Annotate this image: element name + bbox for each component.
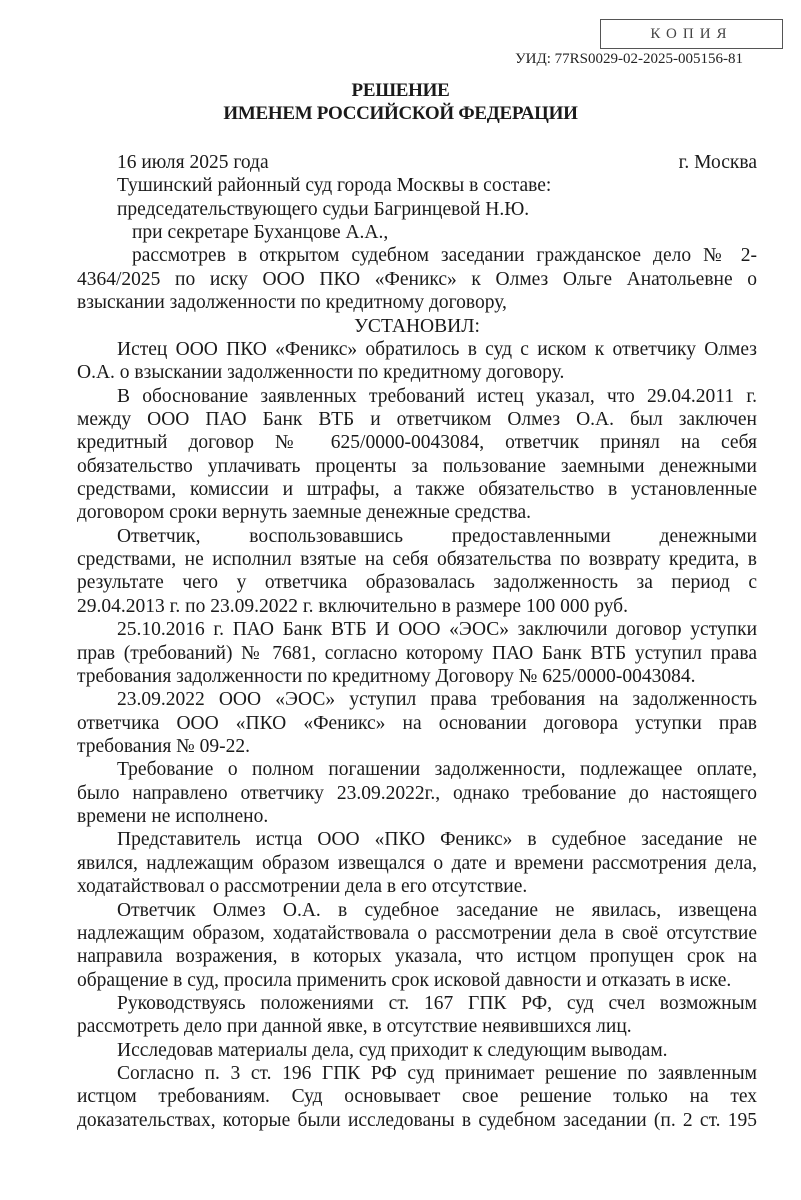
text-line: Представитель истца ООО «ПКО Феникс» в судебное заседание не [117,829,757,851]
paragraph [77,1039,757,1062]
text-line: средствами, комиссии и штрафы, а также обязательство в установленные [77,479,757,501]
text-line: требования № 09-22. [77,735,251,757]
text-line: Согласно п. 3 ст. 196 ГПК РФ суд принимает решение по заявленным [117,1063,757,1085]
text-line: прав (требований) № 7681, согласно которому ПАО Банк ВТБ уступил права [77,642,757,664]
paragraph [77,828,757,898]
text-line: явился, надлежащим образом извещался о дате и времени рассмотрения дела, [77,852,757,874]
text-line: 25.10.2016 г. ПАО Банк ВТБ И ООО «ЭОС» заключили договор уступки [117,619,757,641]
paragraph [77,992,757,1039]
text-line: Руководствуясь положениями ст. 167 ГПК РФ, суд счел возможным [117,992,757,1014]
date-place-row [77,151,757,174]
text-line: рассмотреть дело при данной явке, в отсутствие неявившихся лиц. [77,1016,632,1038]
text-line: рассмотрев в открытом судебном заседании гражданское дело № 2- [132,245,757,267]
findings-section [77,338,757,1132]
case-uid: УИД: 77RS0029-02-2025-005156-81 [515,51,743,67]
paragraph [77,525,757,618]
copy-stamp: КОПИЯ [600,19,783,49]
paragraph [77,174,757,197]
section-heading: УСТАНОВИЛ: [354,315,480,337]
document-body [77,151,757,1132]
text-line: было направлено ответчику 23.09.2022г., однако требование до настоящего [77,782,757,804]
text-line: между ООО ПАО Банк ВТБ и ответчиком Олмез О.А. был заключен [77,408,757,430]
text-line: времени не исполнено. [77,806,269,828]
text-line: Истец ООО ПКО «Феникс» обратилось в суд с иском к ответчику Олмез [117,338,757,360]
paragraph [77,758,757,828]
paragraph [77,198,757,221]
text-line: 23.09.2022 ООО «ЭОС» уступил права требования на задолженность [117,689,757,711]
text-line: председательствующего судьи Багринцевой Н.Ю. [117,198,530,220]
text-line: обращение в суд, просила применить срок исковой давности и отказать в иске. [77,969,732,991]
text-line: Требование о полном погашении задолженности, подлежащее оплате, [117,759,757,781]
text-line: доказательствах, которые были исследованы в судебном заседании (п. 2 ст. 195 [77,1109,757,1131]
text-line: истцом требованиям. Суд основывает свое решение только на тех [77,1086,757,1108]
text-line: требования задолженности по кредитному Договору № 625/0000-0043084. [77,665,696,687]
paragraph [77,1062,757,1132]
decision-date: 16 июля 2025 года [117,152,269,173]
paragraph [77,688,757,758]
text-line: В обоснование заявленных требований истец указал, что 29.04.2011 г. [117,385,757,407]
text-line: обязательство уплачивать проценты за пользование заемными денежными [77,455,757,477]
text-line: Тушинский районный суд города Москвы в составе: [117,175,552,197]
text-line: ответчика ООО «ПКО «Феникс» на основании договора уступки прав [77,712,757,734]
text-line: О.А. о взыскании задолженности по кредитному договору. [77,362,565,384]
text-line: взыскании задолженности по кредитному договору, [77,292,507,314]
paragraph [77,385,757,525]
text-line: договором сроки вернуть заемные денежные средства. [77,502,532,524]
text-line: средствами, не исполнил взятые на себя обязательства по возврату кредита, в [77,549,757,571]
text-line: надлежащим образом, ходатайствовала о рассмотрении дела в своё отсутствие [77,922,757,944]
text-line: Ответчик Олмез О.А. в судебное заседание не явилась, извещена [117,899,757,921]
document-title: РЕШЕНИЕ [351,80,450,101]
decision-city: г. Москва [678,152,757,173]
text-line: 29.04.2013 г. по 23.09.2022 г. включительно в размере 100 000 руб. [77,595,628,617]
text-line: ходатайствовал о рассмотрении дела в его отсутствие. [77,876,528,898]
text-line: Исследовав материалы дела, суд приходит к следующим выводам. [117,1039,668,1061]
document-subtitle: ИМЕНЕМ РОССИЙСКОЙ ФЕДЕРАЦИИ [223,103,578,124]
paragraph [77,899,757,992]
intro-section [77,174,757,314]
paragraph [77,221,757,244]
text-line: результате чего у ответчика образовалась задолженность за период с [77,572,757,594]
text-line: кредитный договор № 625/0000-0043084, ответчик принял на себя [77,432,757,454]
text-line: направила возражения, в которых указала, что истцом пропущен срок на [77,946,757,968]
paragraph [77,244,757,314]
text-line: при секретаре Буханцове А.А., [132,222,389,244]
text-line: Ответчик, воспользовавшись предоставленными денежными [117,525,757,547]
paragraph [77,338,757,385]
paragraph [77,618,757,688]
text-line: 4364/2025 по иску ООО ПКО «Феникс» к Олмез Ольге Анатольевне о [77,268,757,290]
